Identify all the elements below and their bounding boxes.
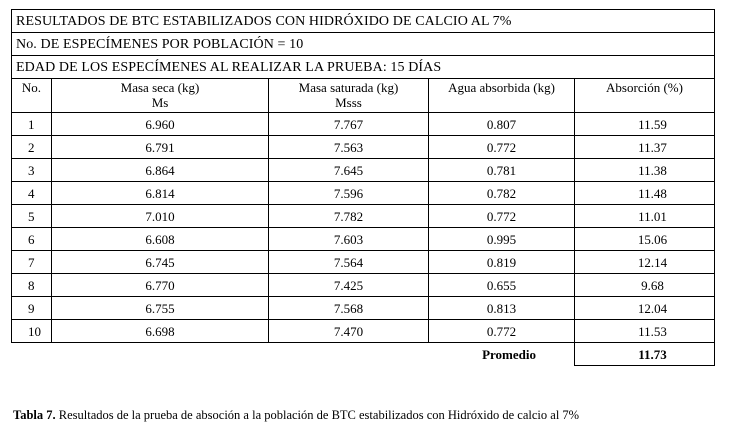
- cell-absorcion: 12.04: [575, 297, 715, 320]
- cell-no: 4: [12, 182, 52, 205]
- table-row: [12, 274, 715, 297]
- specimen-age: EDAD DE LOS ESPECÍMENES AL REALIZAR LA PRUEBA: 15 DÍAS: [12, 56, 715, 79]
- cell-agua-absorbida: 0.807: [429, 113, 575, 136]
- cell-absorcion: 11.38: [575, 159, 715, 182]
- header-masa-saturada: [269, 79, 429, 113]
- table-row: [12, 159, 715, 182]
- table-row: [12, 113, 715, 136]
- cell-absorcion: 11.53: [575, 320, 715, 343]
- cell-masa-seca: 7.010: [52, 205, 269, 228]
- cell-masa-seca: 6.770: [52, 274, 269, 297]
- average-blank-cell: [52, 343, 269, 366]
- table-title-row: [12, 10, 715, 33]
- cell-no: 2: [12, 136, 52, 159]
- average-value: 11.73: [575, 343, 715, 366]
- average-blank-cell: [12, 343, 52, 366]
- table-row: [12, 251, 715, 274]
- cell-masa-saturada: 7.767: [269, 113, 429, 136]
- header-absorcion: Absorción (%): [575, 79, 715, 113]
- cell-agua-absorbida: 0.995: [429, 228, 575, 251]
- cell-agua-absorbida: 0.781: [429, 159, 575, 182]
- average-blank-cell: [269, 343, 429, 366]
- header-agua-absorbida: Agua absorbida (kg): [429, 79, 575, 113]
- cell-masa-saturada: 7.470: [269, 320, 429, 343]
- cell-masa-seca: 6.960: [52, 113, 269, 136]
- cell-agua-absorbida: 0.772: [429, 136, 575, 159]
- cell-masa-saturada: 7.782: [269, 205, 429, 228]
- table-row: [12, 136, 715, 159]
- average-label: Promedio: [482, 346, 536, 362]
- header-masa-seca-label: Masa seca (kg): [120, 80, 200, 95]
- cell-absorcion: 15.06: [575, 228, 715, 251]
- cell-absorcion: 9.68: [575, 274, 715, 297]
- table-row: [12, 297, 715, 320]
- cell-masa-seca: 6.814: [52, 182, 269, 205]
- average-row: [12, 343, 715, 366]
- table-title: RESULTADOS DE BTC ESTABILIZADOS CON HIDRÓXIDO DE CALCIO AL 7%: [12, 10, 715, 33]
- cell-no: 8: [12, 274, 52, 297]
- specimen-count: No. DE ESPECÍMENES POR POBLACIÓN = 10: [12, 33, 715, 56]
- table-row: [12, 228, 715, 251]
- table-row: [12, 205, 715, 228]
- cell-masa-seca: 6.745: [52, 251, 269, 274]
- cell-agua-absorbida: 0.772: [429, 205, 575, 228]
- caption-text: Resultados de la prueba de absoción a la población de BTC estabilizados con Hidróxido de calcio al 7%: [55, 408, 580, 422]
- header-masa-seca-symbol: Ms: [151, 95, 169, 110]
- header-masa-saturada-label: Masa saturada (kg): [298, 80, 399, 95]
- cell-no: 7: [12, 251, 52, 274]
- cell-masa-saturada: 7.603: [269, 228, 429, 251]
- cell-agua-absorbida: 0.782: [429, 182, 575, 205]
- cell-absorcion: 12.14: [575, 251, 715, 274]
- header-masa-seca: [52, 79, 269, 113]
- results-table-container: [11, 9, 714, 366]
- header-row: [12, 79, 715, 113]
- cell-masa-saturada: 7.568: [269, 297, 429, 320]
- header-no: No.: [12, 79, 52, 113]
- caption-label: Tabla 7.: [13, 408, 56, 422]
- cell-no: 3: [12, 159, 52, 182]
- cell-agua-absorbida: 0.819: [429, 251, 575, 274]
- cell-masa-saturada: 7.425: [269, 274, 429, 297]
- cell-absorcion: 11.59: [575, 113, 715, 136]
- table-caption: [13, 408, 579, 423]
- cell-agua-absorbida: 0.655: [429, 274, 575, 297]
- cell-no: 10: [12, 320, 52, 343]
- cell-absorcion: 11.48: [575, 182, 715, 205]
- cell-agua-absorbida: 0.813: [429, 297, 575, 320]
- cell-masa-saturada: 7.596: [269, 182, 429, 205]
- cell-no: 5: [12, 205, 52, 228]
- cell-masa-saturada: 7.564: [269, 251, 429, 274]
- table-row: [12, 182, 715, 205]
- cell-absorcion: 11.01: [575, 205, 715, 228]
- specimen-count-row: [12, 33, 715, 56]
- specimen-age-row: [12, 56, 715, 79]
- cell-no: 6: [12, 228, 52, 251]
- cell-no: 1: [12, 113, 52, 136]
- cell-masa-seca: 6.864: [52, 159, 269, 182]
- results-table: [11, 9, 715, 366]
- cell-absorcion: 11.37: [575, 136, 715, 159]
- cell-masa-seca: 6.608: [52, 228, 269, 251]
- cell-agua-absorbida: 0.772: [429, 320, 575, 343]
- cell-masa-saturada: 7.563: [269, 136, 429, 159]
- cell-masa-seca: 6.698: [52, 320, 269, 343]
- header-masa-saturada-symbol: Msss: [335, 95, 362, 110]
- cell-masa-seca: 6.755: [52, 297, 269, 320]
- cell-masa-seca: 6.791: [52, 136, 269, 159]
- cell-no: 9: [12, 297, 52, 320]
- cell-masa-saturada: 7.645: [269, 159, 429, 182]
- table-row: [12, 320, 715, 343]
